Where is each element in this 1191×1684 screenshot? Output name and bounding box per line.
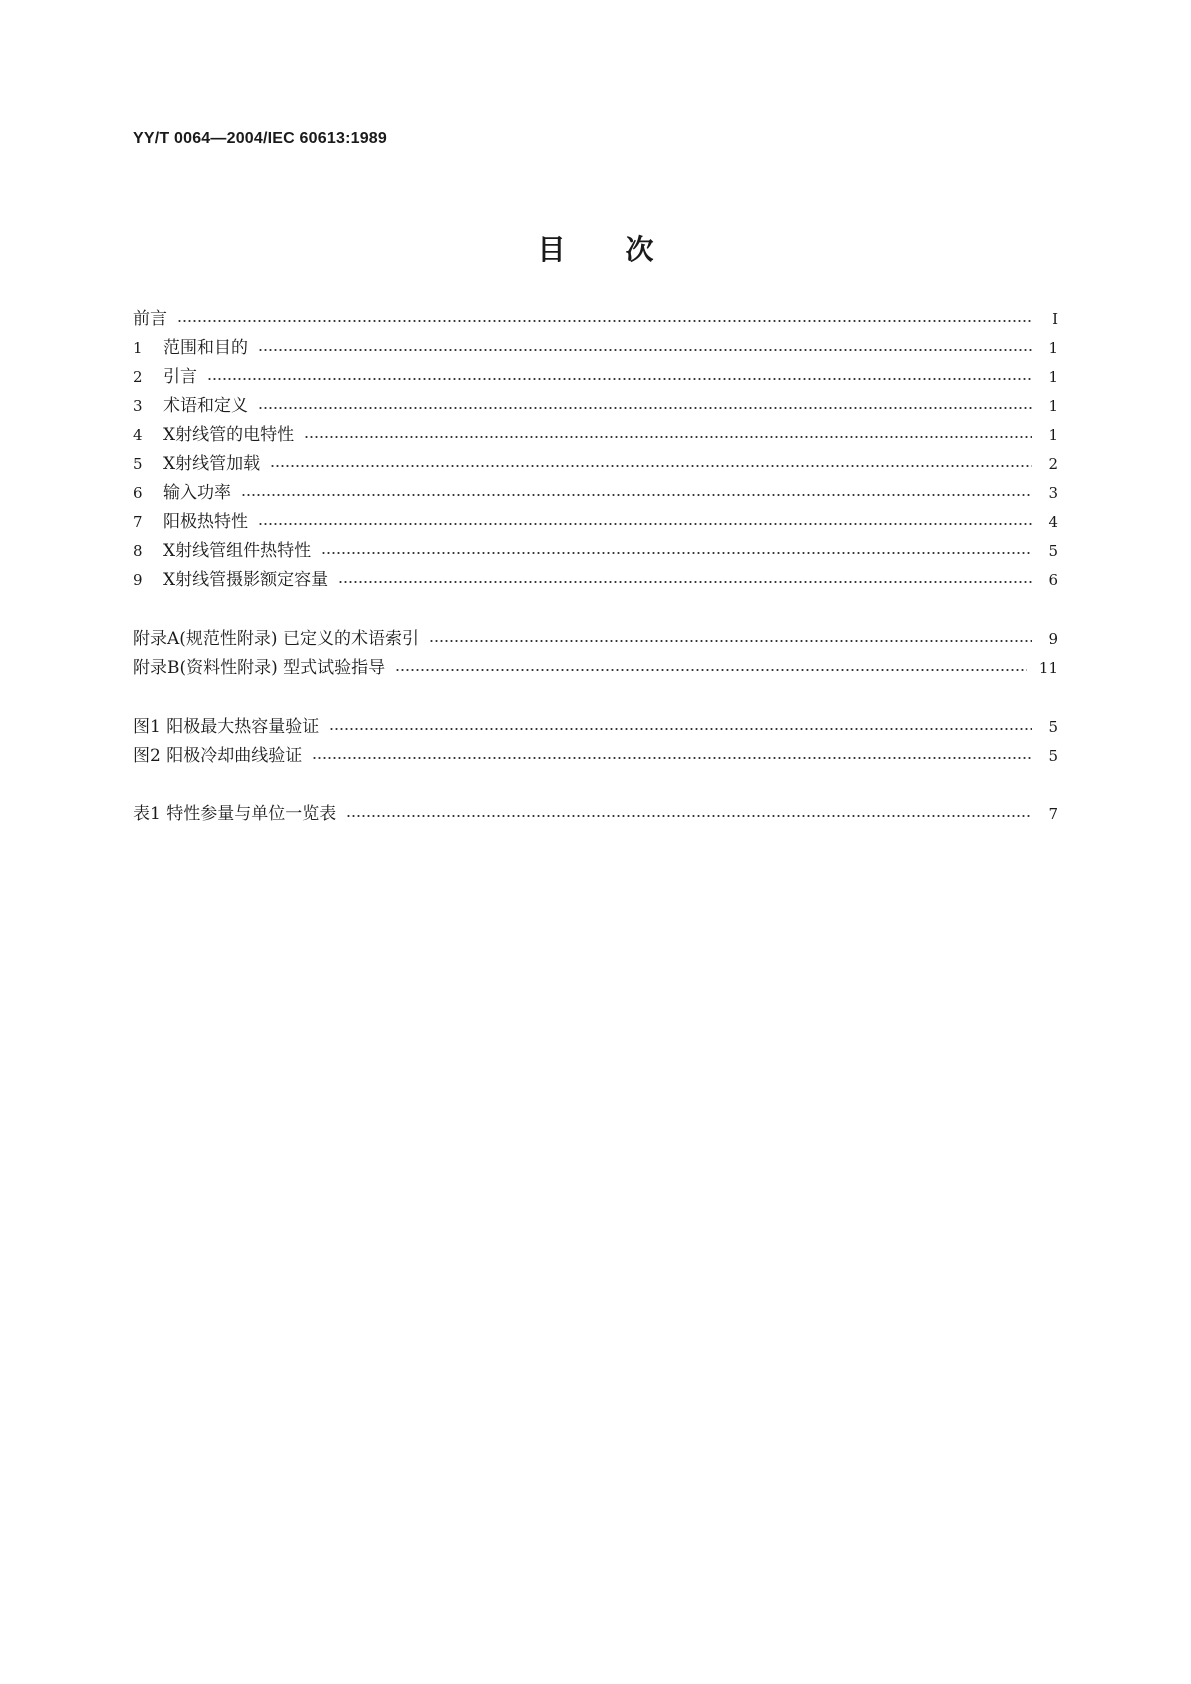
toc-page-number: 4: [1048, 513, 1058, 531]
toc-entry-number: 6: [133, 484, 143, 502]
toc-entry-number: 4: [133, 426, 143, 444]
toc-entry-2[interactable]: [133, 365, 1058, 389]
toc-entry-label: 图1 阳极最大热容量验证: [133, 717, 320, 737]
toc-page-number: 5: [1048, 718, 1058, 736]
standard-year: :1989: [345, 130, 387, 147]
toc-page-number: 6: [1048, 571, 1058, 589]
dot-leader: [312, 754, 1032, 762]
toc-entry-label: 阳极热特性: [163, 512, 248, 532]
toc-entry-label: 输入功率: [163, 483, 231, 503]
toc-entry-label: X射线管组件热特性: [163, 541, 312, 561]
toc-entry-3[interactable]: [133, 394, 1058, 418]
toc-entry-number: 3: [133, 397, 143, 415]
toc-page-number: 11: [1038, 659, 1058, 677]
standard-code: [133, 130, 387, 148]
toc-page-number: 1: [1048, 368, 1058, 386]
toc-page-number: 3: [1048, 484, 1058, 502]
toc-entry-figure-2[interactable]: [133, 744, 1058, 768]
toc-entry-table-1[interactable]: [133, 802, 1058, 826]
dot-leader: [258, 346, 1032, 354]
dot-leader: [329, 725, 1032, 733]
toc-entry-number: 5: [133, 455, 143, 473]
dot-leader: [258, 404, 1032, 412]
dot-leader: [270, 462, 1032, 470]
dot-leader: [207, 375, 1032, 383]
dot-leader: [177, 317, 1032, 325]
toc-page-number: 5: [1048, 542, 1058, 560]
toc-page-number: 9: [1048, 630, 1058, 648]
toc-page-number: 7: [1048, 805, 1058, 823]
toc-entry-label: 前言: [133, 309, 167, 329]
toc-entry-label: 范围和目的: [163, 338, 248, 358]
standard-code-text: YY/T 0064—2004/IEC 60613: [133, 130, 346, 147]
toc-entry-label: 引言: [163, 367, 197, 387]
toc-entry-foreword[interactable]: [133, 307, 1058, 331]
toc-entry-4[interactable]: [133, 423, 1058, 447]
dot-leader: [321, 549, 1032, 557]
toc-entry-label: X射线管加载: [163, 454, 261, 474]
toc-entry-label: 附录A(规范性附录) 已定义的术语索引: [133, 629, 419, 649]
toc-entry-annex-a[interactable]: [133, 627, 1058, 651]
toc-page-number: 5: [1048, 747, 1058, 765]
toc-page-number: 1: [1048, 426, 1058, 444]
toc-page-number: 1: [1048, 397, 1058, 415]
toc-entry-number: 2: [133, 368, 143, 386]
toc-entry-7[interactable]: [133, 510, 1058, 534]
toc-entry-number: 8: [133, 542, 143, 560]
toc-page-number: 1: [1048, 339, 1058, 357]
page-title: 目次: [537, 233, 714, 266]
toc-entry-annex-b[interactable]: [133, 656, 1058, 680]
dot-leader: [346, 812, 1032, 820]
toc-entry-1[interactable]: [133, 336, 1058, 360]
toc-entry-8[interactable]: [133, 539, 1058, 563]
toc-entry-5[interactable]: [133, 452, 1058, 476]
toc-page-number: 2: [1048, 455, 1058, 473]
dot-leader: [304, 433, 1032, 441]
toc-entry-label: X射线管摄影额定容量: [163, 570, 329, 590]
dot-leader: [338, 578, 1032, 586]
toc-entry-label: 附录B(资料性附录) 型式试验指导: [133, 658, 386, 678]
toc-entry-number: 7: [133, 513, 143, 531]
toc-entry-6[interactable]: [133, 481, 1058, 505]
toc-entry-9[interactable]: [133, 568, 1058, 592]
toc-entry-label: 术语和定义: [163, 396, 248, 416]
toc-entry-label: 图2 阳极冷却曲线验证: [133, 746, 303, 766]
toc-entry-number: 9: [133, 571, 143, 589]
toc-page-number: I: [1052, 310, 1058, 328]
toc-entry-number: 1: [133, 339, 143, 357]
dot-leader: [258, 520, 1032, 528]
toc-entry-label: X射线管的电特性: [163, 425, 295, 445]
dot-leader: [395, 666, 1027, 674]
toc-entry-label: 表1 特性参量与单位一览表: [133, 804, 337, 824]
dot-leader: [241, 491, 1032, 499]
dot-leader: [429, 637, 1032, 645]
toc-entry-figure-1[interactable]: [133, 715, 1058, 739]
